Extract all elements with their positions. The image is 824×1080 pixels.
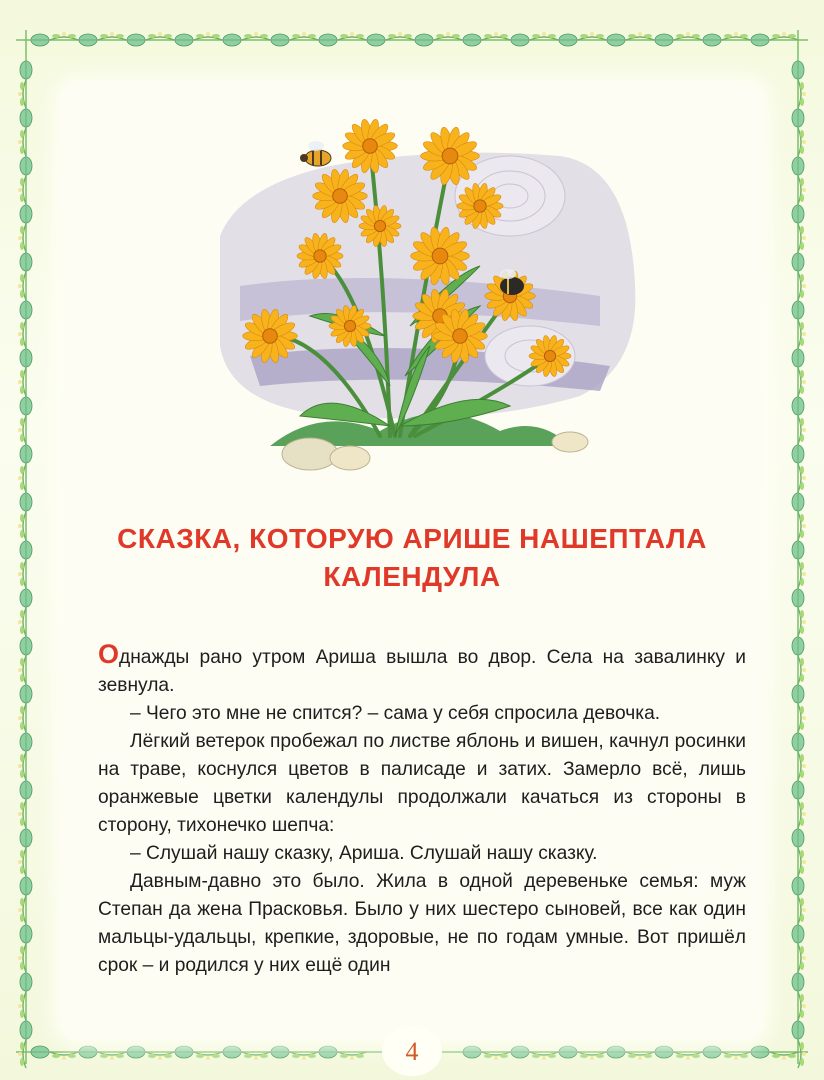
- bee-icon: [300, 141, 331, 166]
- paragraph: [98, 640, 746, 700]
- paragraph: Давным-давно это было. Жила в одной деревеньке семья: муж Степан да жена Прасковья. Было у них шестеро сыновей, все как один мальцы-удальцы, крепкие, здоровые, не по годам умные. Вот пришёл срок – и родился у них ещё один: [98, 871, 746, 976]
- paragraph: Лёгкий ветерок пробежал по листве яблонь и вишен, качнул росинки на траве, коснулся цветов в палисаде и затих. Замерло всё, лишь оранжевые цветки календулы продолжали качаться из стороны в сторону, тихонечко шепча:: [98, 731, 746, 836]
- title-line-1: СКАЗКА, КОТОРУЮ АРИШЕ НАШЕПТАЛА: [117, 523, 707, 554]
- page-number: 4: [382, 1026, 442, 1076]
- paragraph-text: днажды рано утром Ариша вышла во двор. Села на завалинку и зевнула.: [98, 647, 746, 696]
- paragraph: – Слушай нашу сказку, Ариша. Слушай нашу сказку.: [130, 843, 598, 864]
- title-line-2: КАЛЕНДУЛА: [323, 561, 501, 592]
- story-text: [98, 640, 746, 980]
- page-title: [80, 520, 744, 596]
- paragraph: – Чего это мне не спится? – сама у себя спросила девочка.: [130, 703, 661, 724]
- drop-cap: О: [98, 639, 120, 669]
- calendula-illustration: [180, 86, 650, 486]
